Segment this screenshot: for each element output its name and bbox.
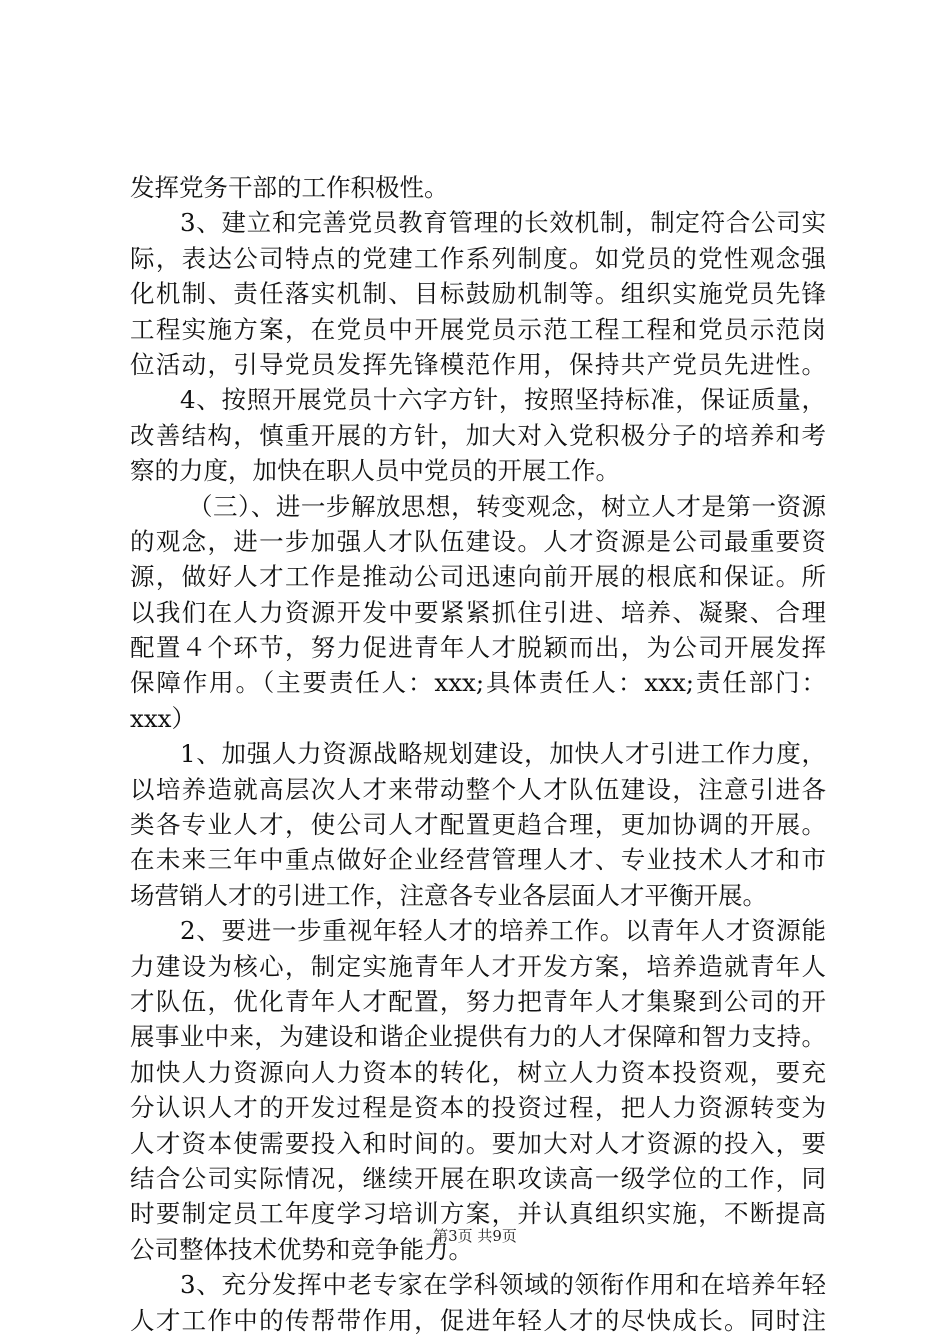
- text-line: 人才工作中的传帮带作用，促进年轻人才的尽快成长。同时注: [130, 1305, 826, 1335]
- text-line: 际，表达公司特点的党建工作系列制度。如党员的党性观念强: [130, 243, 826, 273]
- text-line: （三）、进一步解放思想，转变观念，树立人才是第一资源: [188, 491, 826, 521]
- text-line: 时要制定员工年度学习培训方案，并认真组织实施，不断提高: [130, 1199, 826, 1229]
- text-line: 化机制、责任落实机制、目标鼓励机制等。组织实施党员先锋: [130, 279, 826, 309]
- document-body: [130, 170, 826, 1338]
- text-line: 的观念，进一步加强人才队伍建设。人才资源是公司最重要资: [130, 526, 826, 556]
- text-line: 加快人力资源向人力资本的转化，树立人力资本投资观，要充: [130, 1057, 826, 1087]
- text-line: 展事业中来，为建设和谐企业提供有力的人才保障和智力支持。: [130, 1022, 826, 1052]
- text-line: 以培养造就高层次人才来带动整个人才队伍建设，注意引进各: [130, 774, 826, 804]
- text-line: 改善结构，慎重开展的方针，加大对入党积极分子的培养和考: [130, 420, 826, 450]
- text-line: 公司整体技术优势和竞争能力。: [130, 1234, 473, 1264]
- text-line: 1、加强人力资源战略规划建设，加快人才引进工作力度，: [180, 739, 826, 769]
- text-line: 人才资本使需要投入和时间的。要加大对人才资源的投入，要: [130, 1128, 826, 1158]
- text-line: 以我们在人力资源开发中要紧紧抓住引进、培养、凝聚、合理: [130, 597, 826, 627]
- text-line: 保障作用。（主要责任人：xxx;具体责任人：xxx;责任部门：: [130, 668, 826, 698]
- text-line: 结合公司实际情况，继续开展在职攻读高一级学位的工作，同: [130, 1163, 826, 1193]
- text-line: 工程实施方案，在党员中开展党员示范工程工程和党员示范岗: [130, 314, 826, 344]
- text-line: 3、充分发挥中老专家在学科领域的领衔作用和在培养年轻: [180, 1270, 826, 1300]
- text-line: xxx）: [130, 703, 196, 733]
- text-line: 3、建立和完善党员教育管理的长效机制，制定符合公司实: [180, 208, 826, 238]
- text-line: 配置４个环节，努力促进青年人才脱颖而出，为公司开展发挥: [130, 633, 826, 663]
- text-line: 源，做好人才工作是推动公司迅速向前开展的根底和保证。所: [130, 562, 826, 592]
- page-number-footer: 第3页 共9页: [433, 1227, 517, 1245]
- text-line: 类各专业人才，使公司人才配置更趋合理，更加协调的开展。: [130, 810, 826, 840]
- text-line: 位活动，引导党员发挥先锋模范作用，保持共产党员先进性。: [130, 349, 826, 379]
- text-line: 察的力度，加快在职人员中党员的开展工作。: [130, 456, 620, 486]
- text-line: 才队伍，优化青年人才配置，努力把青年人才集聚到公司的开: [130, 986, 826, 1016]
- text-line: 力建设为核心，制定实施青年人才开发方案，培养造就青年人: [130, 951, 826, 981]
- text-line: 发挥党务干部的工作积极性。: [130, 173, 449, 202]
- text-line: 分认识人才的开发过程是资本的投资过程，把人力资源转变为: [130, 1093, 826, 1123]
- text-line: 在未来三年中重点做好企业经营管理人才、专业技术人才和市: [130, 845, 826, 875]
- text-line: 场营销人才的引进工作，注意各专业各层面人才平衡开展。: [130, 880, 767, 910]
- text-line: 4、按照开展党员十六字方针，按照坚持标准，保证质量，: [180, 385, 826, 415]
- text-line: 2、要进一步重视年轻人才的培养工作。以青年人才资源能: [180, 916, 826, 946]
